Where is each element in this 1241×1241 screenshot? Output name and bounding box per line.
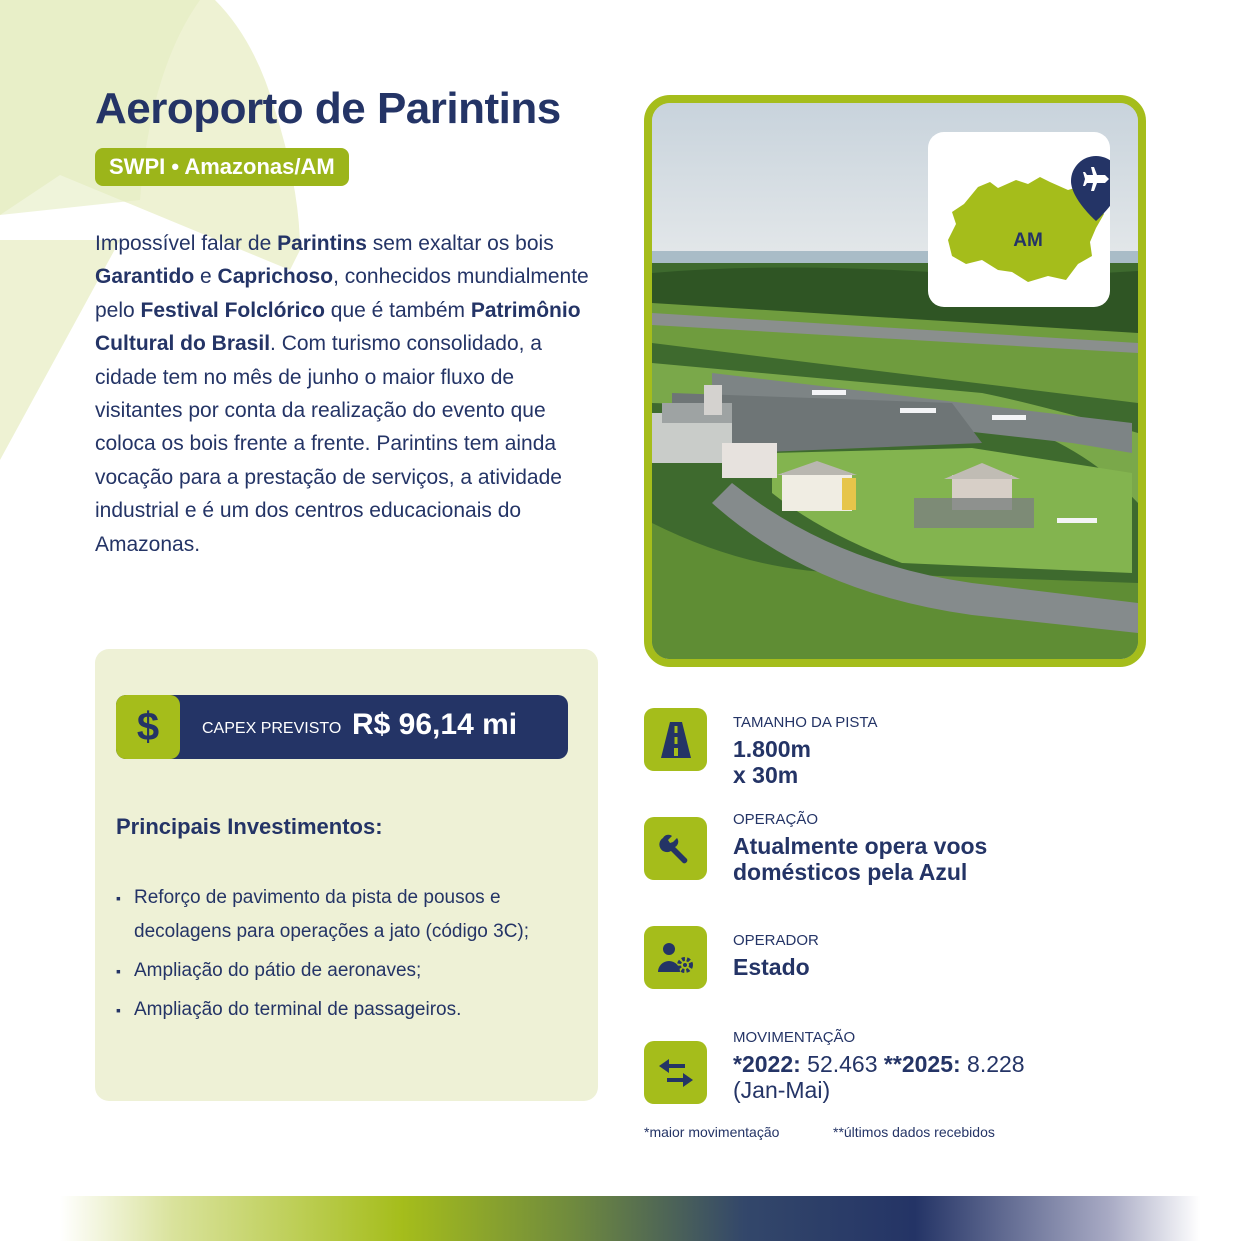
- capex-label: CAPEX PREVISTO: [202, 720, 342, 737]
- desc-bold-festival: Festival Folclórico: [140, 298, 325, 322]
- movement-2022-value: 52.463: [800, 1051, 884, 1077]
- airport-description: [95, 227, 605, 561]
- movement-2022-label: *2022:: [733, 1051, 801, 1077]
- user-gear-icon: [644, 926, 707, 989]
- movement-label: MOVIMENTAÇÃO: [733, 1029, 856, 1046]
- desc-bold-parintins: Parintins: [277, 232, 367, 255]
- desc-bold-caprichoso: Caprichoso: [217, 265, 334, 289]
- bullet-icon: ▪: [116, 890, 121, 906]
- investments-list: [116, 881, 556, 1032]
- list-item: [116, 881, 556, 949]
- state-map-card: [928, 132, 1110, 307]
- movement-value: [733, 1051, 1093, 1103]
- movement-2025-value: 8.228: [960, 1051, 1025, 1077]
- bullet-icon: ▪: [116, 963, 121, 979]
- list-item-text: Ampliação do pátio de aeronaves;: [134, 960, 422, 981]
- list-item: [116, 954, 556, 988]
- investments-title: Principais Investimentos:: [116, 814, 383, 839]
- movement-2025-label: **2025:: [883, 1051, 961, 1077]
- road-icon: [644, 708, 707, 771]
- capex-value: R$ 96,14 mi: [352, 708, 518, 741]
- capex-bar: [116, 695, 568, 759]
- arrows-exchange-icon: [644, 1041, 707, 1104]
- desc-text-5: que é também: [324, 298, 471, 322]
- desc-text-6: . Com turismo consolidado, a cidade tem no mês de junho o maior fluxo de visitantes por conta da realização do evento que coloca os bois frente a frente. Parintins tem ainda vocação para a prestação de serviços, a atividade industrial e é um dos centros educacionais do Amazonas.: [95, 332, 562, 556]
- desc-text-1: Impossível falar de: [95, 232, 278, 255]
- list-item: [116, 993, 556, 1027]
- operator-value: Estado: [733, 954, 810, 980]
- operation-value: Atualmente opera voos domésticos pela Azul: [733, 833, 988, 885]
- wrench-icon: [644, 817, 707, 880]
- list-item-text: Ampliação do terminal de passageiros.: [134, 999, 462, 1020]
- operator-label: OPERADOR: [733, 932, 819, 949]
- airport-code-badge: SWPI • Amazonas/AM: [95, 148, 349, 186]
- page-title: Aeroporto de Parintins: [95, 84, 561, 133]
- operation-label: OPERAÇÃO: [733, 811, 819, 828]
- amazonas-map: [928, 132, 1110, 307]
- bullet-icon: ▪: [116, 1002, 121, 1018]
- list-item-text: Reforço de pavimento da pista de pousos e decolagens para operações a jato (código 3C);: [134, 887, 530, 942]
- footnote-latest-data: **últimos dados recebidos: [833, 1124, 995, 1140]
- investments-panel: [95, 649, 598, 1101]
- desc-text-4: , conhecidos mundialmente pelo: [95, 265, 589, 322]
- runway-value: 1.800m x 30m: [733, 736, 812, 788]
- desc-text-3: e: [194, 265, 218, 289]
- desc-bold-garantido: Garantido: [95, 265, 195, 289]
- dollar-icon: $: [116, 695, 180, 759]
- runway-label: TAMANHO DA PISTA: [733, 714, 878, 731]
- movement-period: (Jan-Mai): [733, 1077, 831, 1103]
- desc-bold-patrimonio: Patrimônio Cultural do Brasil: [95, 298, 581, 356]
- footnote-max-movement: *maior movimentação: [644, 1124, 780, 1140]
- state-label: AM: [1013, 230, 1043, 251]
- bottom-gradient-bar: [60, 1196, 1200, 1241]
- desc-text-2: sem exaltar os bois: [366, 232, 554, 255]
